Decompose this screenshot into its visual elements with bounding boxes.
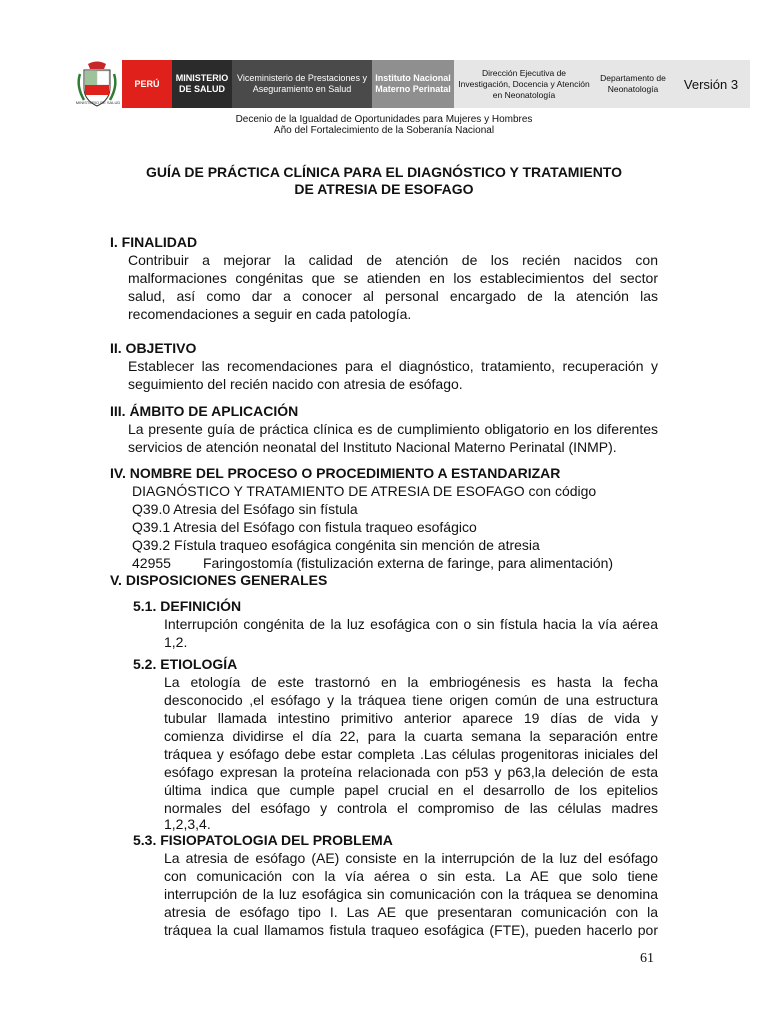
paragraph-line: Establecer las recomendaciones para el diagnóstico, tratamiento, recuperación y: [128, 358, 658, 374]
paragraph-line: La atresia de esófago (AE) consiste en la interrupción de la luz del esófago: [164, 850, 658, 866]
paragraph-line: 1,2,3,4.: [164, 816, 211, 832]
logo-caption: MINISTERIO DE SALUD: [75, 100, 121, 105]
paragraph-line: comienza dividirse el día 22, para la cuarta semana la separación entre: [164, 728, 658, 744]
version-label: Versión 3: [672, 60, 750, 108]
header-peru-cell: PERÚ: [122, 60, 172, 108]
paragraph-line: desconocido ,el esófago y la tráquea tiene origen común de una estructura: [164, 692, 658, 708]
header-direccion-cell: Dirección Ejecutiva de Investigación, Docencia y Atención en Neonatología: [454, 60, 594, 108]
page-number: 61: [640, 951, 654, 966]
paragraph-line: normales del esófago y controla el compromiso de las células madres: [164, 800, 658, 816]
paragraph-line: malformaciones congénitas que se atienden en los establecimientos del sector: [128, 270, 658, 286]
paragraph-line: seguimiento del recién nacido con atresia de esófago.: [128, 376, 463, 392]
subsection-heading-definicion: 5.1. DEFINICIÓN: [133, 598, 242, 614]
subsection-heading-etiologia: 5.2. ETIOLOGÍA: [133, 656, 238, 672]
paragraph-line: recomendaciones a seguir en cada patología.: [128, 306, 412, 322]
decenio-line: Decenio de la Igualdad de Oportunidades para Mujeres y Hombres: [235, 114, 533, 125]
paragraph-line: Interrupción congénita de la luz esofágica con o sin fístula hacia la vía aérea: [164, 616, 658, 632]
section-heading-proceso: IV. NOMBRE DEL PROCESO O PROCEDIMIENTO A ESTANDARIZAR: [110, 465, 561, 481]
header-instituto-cell: Instituto Nacional Materno Perinatal: [372, 60, 454, 108]
paragraph-line: atresia de esófago tipo I. Las AE que presentaran comunicación con la: [164, 904, 658, 920]
paragraph-line: última indica que cumple papel crucial en el desarrollo de los epitelios: [164, 782, 658, 798]
paragraph-line: Contribuir a mejorar la calidad de atención de los recién nacidos con: [128, 252, 658, 268]
paragraph-line: tráquea la cual llamamos fistula traqueo esofágica (FTE), pueden hacerlo por: [164, 922, 658, 938]
code-description: Faringostomía (fistulización externa de faringe, para alimentación): [203, 555, 614, 571]
paragraph-line: salud, así como dar a conocer al personal encargado de la atención las: [128, 288, 658, 304]
title-line: DE ATRESIA DE ESOFAGO: [294, 181, 474, 197]
paragraph-line: La etología de este trastornó en la embriogénesis es hasta la fecha: [164, 674, 658, 690]
title-line: GUÍA DE PRÁCTICA CLÍNICA PARA EL DIAGNÓSTICO Y TRATAMIENTO: [145, 164, 622, 180]
header-viceministerio-cell: Viceministerio de Prestaciones y Aseguramiento en Salud: [232, 60, 372, 108]
paragraph-line: tráquea y esófago debe estar completa .Las células progenitoras iniciales del: [164, 746, 658, 762]
section-heading-disposiciones: V. DISPOSICIONES GENERALES: [110, 572, 328, 588]
paragraph-line: La presente guía de práctica clínica es de cumplimiento obligatorio en los diferentes: [128, 421, 658, 437]
paragraph-line: 1,2.: [164, 634, 188, 650]
document-header: [70, 58, 750, 110]
code-line: Q39.2 Fístula traqueo esofágica congénita sin mención de atresia: [132, 537, 540, 553]
section-heading-objetivo: II. OBJETIVO: [110, 340, 197, 356]
paragraph-line: servicios de atención neonatal del Instituto Nacional Materno Perinatal (INMP).: [128, 439, 617, 455]
paragraph-line: esófago expresan la proteína relacionada con p53 y p63,la deleción de esta: [164, 764, 658, 780]
code-line: Q39.1 Atresia del Esófago con fistula traqueo esofágico: [132, 519, 477, 535]
header-ministerio-cell: MINISTERIO DE SALUD: [172, 60, 232, 108]
document-title: [100, 164, 668, 198]
paragraph-line: tubular llamada intestino primitivo anterior aparece 19 días de vida y: [164, 710, 658, 726]
section-heading-ambito: III. ÁMBITO DE APLICACIÓN: [110, 403, 299, 419]
code-number: 42955: [132, 555, 171, 571]
code-line: Q39.0 Atresia del Esófago sin fístula: [132, 501, 358, 517]
header-departamento-cell: Departamento de Neonatología: [594, 60, 672, 108]
paragraph-line: interrupción de la luz esofágica sin comunicación con la tráquea se denomina: [164, 886, 658, 902]
paragraph-line: con comunicación con la vía aérea o sin esta. La AE que solo tiene: [164, 868, 658, 884]
decenio-line: Año del Fortalecimiento de la Soberanía Nacional: [273, 125, 495, 136]
decenio-note: [0, 114, 768, 136]
process-line: DIAGNÓSTICO Y TRATAMIENTO DE ATRESIA DE ESOFAGO con código: [132, 483, 597, 499]
section-heading-finalidad: I. FINALIDAD: [110, 234, 198, 250]
subsection-heading-fisiopatologia: 5.3. FISIOPATOLOGIA DEL PROBLEMA: [133, 832, 393, 848]
